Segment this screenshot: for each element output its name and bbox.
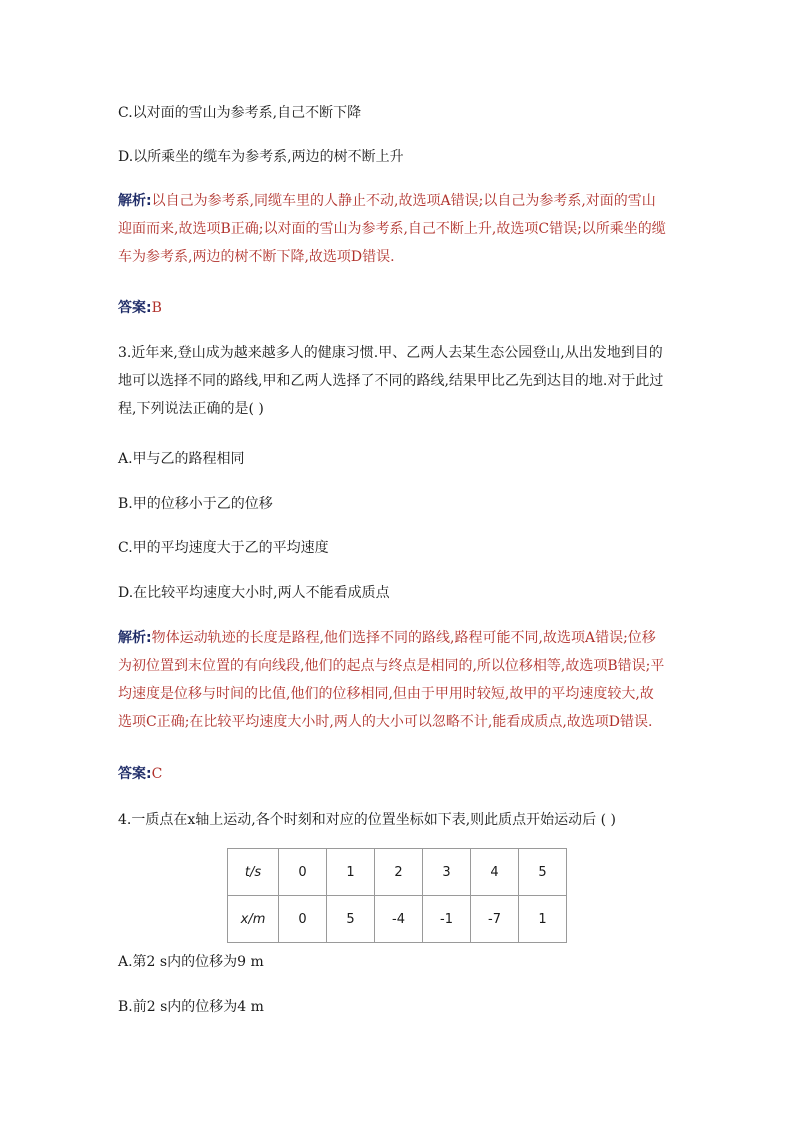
stem-line: 地可以选择不同的路线,甲和乙两人选择了不同的路线,结果甲比乙先到达目的地.对于此过: [118, 373, 664, 389]
prev-option-d: D.以所乘坐的缆车为参考系,两边的树不断上升: [118, 149, 404, 165]
row-header-x: x/m: [228, 896, 279, 943]
analysis-text: 以自己为参考系,同缆车里的人静止不动,故选项A错误;以自己为参考系,对面的雪山: [151, 193, 656, 209]
q3-analysis: [118, 624, 678, 736]
q3-answer: [118, 764, 678, 784]
table-cell: -7: [471, 896, 519, 943]
prev-answer: [118, 298, 678, 318]
analysis-text: 为初位置到末位置的有向线段,他们的起点与终点是相同的,所以位移相等,故选项B错误;平: [118, 658, 665, 674]
table-cell: 2: [375, 849, 423, 896]
question-3-stem: [118, 339, 678, 423]
table-cell: 3: [423, 849, 471, 896]
row-header-t: t/s: [228, 849, 279, 896]
stem-line: 3.近年来,登山成为越来越多人的健康习惯.甲、乙两人去某生态公园登山,从出发地到目的: [118, 345, 663, 361]
analysis-label: 解析:: [118, 630, 152, 646]
table-row: [228, 896, 567, 943]
table-row: [228, 849, 567, 896]
analysis-text: 均速度是位移与时间的比值,他们的位移相同,但由于甲用时较短,故甲的平均速度较大,故: [118, 686, 654, 702]
analysis-text: 车为参考系,两边的树不断下降,故选项D错误.: [118, 249, 395, 265]
q3-option-b: B.甲的位移小于乙的位移: [118, 496, 273, 512]
q4-option-b: B.前2 s内的位移为4 m: [118, 999, 264, 1015]
answer-value: C: [151, 766, 163, 782]
answer-label: 答案:: [118, 300, 152, 316]
table-cell: -1: [423, 896, 471, 943]
table-cell: 5: [327, 896, 375, 943]
q3-option-a: A.甲与乙的路程相同: [118, 451, 245, 467]
table-cell: 0: [279, 896, 327, 943]
answer-value: B: [151, 300, 162, 316]
stem-line: 程,下列说法正确的是( ): [118, 401, 264, 417]
table-cell: 5: [519, 849, 567, 896]
answer-label: 答案:: [118, 766, 152, 782]
q3-option-c: C.甲的平均速度大于乙的平均速度: [118, 540, 329, 556]
table-cell: 1: [519, 896, 567, 943]
q3-option-d: D.在比较平均速度大小时,两人不能看成质点: [118, 585, 390, 601]
table-cell: -4: [375, 896, 423, 943]
table-cell: 1: [327, 849, 375, 896]
analysis-text: 迎面而来,故选项B正确;以对面的雪山为参考系,自己不断上升,故选项C错误;以所乘坐的缆: [118, 221, 666, 237]
analysis-text: 选项C正确;在比较平均速度大小时,两人的大小可以忽略不计,能看成质点,故选项D错误.: [118, 714, 653, 730]
prev-analysis: [118, 187, 678, 271]
analysis-text: 物体运动轨迹的长度是路程,他们选择不同的路线,路程可能不同,故选项A错误;位移: [151, 630, 656, 646]
position-time-table: [227, 848, 567, 943]
table-cell: 4: [471, 849, 519, 896]
question-4-stem: 4.一质点在x轴上运动,各个时刻和对应的位置坐标如下表,则此质点开始运动后 ( ): [118, 812, 616, 828]
analysis-label: 解析:: [118, 193, 152, 209]
table-cell: 0: [279, 849, 327, 896]
prev-option-c: C.以对面的雪山为参考系,自己不断下降: [118, 105, 362, 121]
q4-option-a: A.第2 s内的位移为9 m: [118, 954, 264, 970]
